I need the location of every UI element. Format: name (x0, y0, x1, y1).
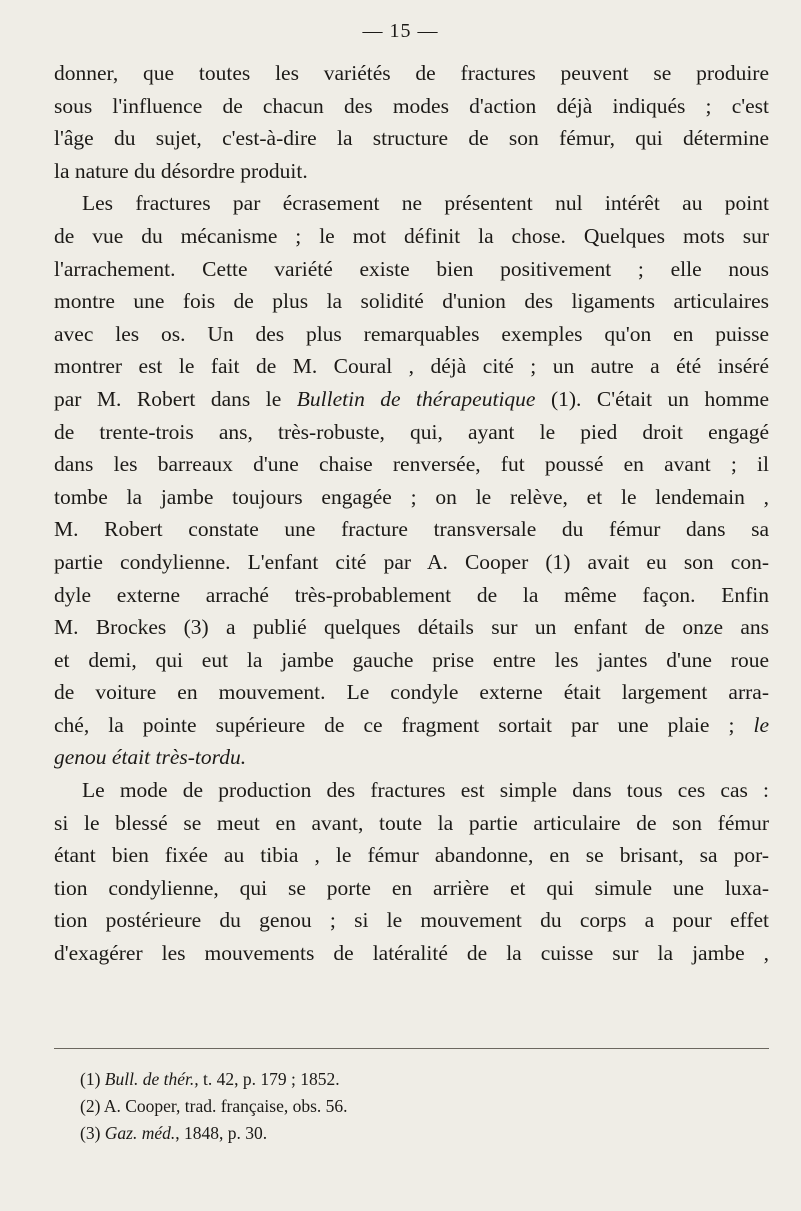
journal-title: Bull. de thér., (104, 1069, 199, 1089)
text-line: montrer est le fait de M. Coural , déjà cité ; un autre a été inséré (54, 354, 769, 379)
text-line: l'arrachement. Cette variété existe bien positivement ; elle nous (54, 256, 769, 281)
text-line: M. Robert constate une fracture transversale du fémur dans sa (54, 517, 769, 542)
page-number: — 15 — (362, 20, 439, 42)
footnote-2 (80, 1093, 760, 1120)
text-line: de vue du mécanisme ; le mot définit la chose. Quelques mots sur (54, 223, 769, 248)
footnote-divider (54, 1048, 769, 1049)
text-line: Les fractures par écrasement ne présentent nul intérêt au point (82, 191, 769, 216)
footnote-3 (80, 1120, 760, 1147)
text-line: et demi, qui eut la jambe gauche prise entre les jantes d'une roue (54, 647, 769, 672)
text-line: donner, que toutes les variétés de fractures peuvent se produire (54, 61, 769, 85)
text-line: avec les os. Un des plus remarquables exemples qu'on en puisse (54, 321, 769, 346)
text-line: sous l'influence de chacun des modes d'action déjà indiqués ; c'est (54, 93, 769, 118)
text-line: dyle externe arraché très-probablement de la même façon. Enfin (54, 582, 769, 607)
text-line: tombe la jambe toujours engagée ; on le relève, et le lendemain , (54, 484, 769, 509)
footnote-text: A. Cooper, trad. française, obs. 56. (100, 1096, 348, 1116)
text-line: partie condylienne. L'enfant cité par A. Cooper (1) avait eu son con- (54, 549, 769, 574)
text-line: de voiture en mouvement. Le condyle externe était largement arra- (54, 680, 769, 705)
text-line: étant bien fixée au tibia , le fémur abandonne, en se brisant, sa por- (54, 843, 769, 868)
text-segment: ché, la pointe supérieure de ce fragment sortait par une plaie ; (54, 712, 754, 737)
footnote-number: (2) (80, 1096, 101, 1116)
text-line: l'âge du sujet, c'est-à-dire la structure de son fémur, qui détermine (54, 126, 769, 151)
body-text (54, 57, 769, 970)
text-line: Le mode de production des fractures est simple dans tous ces cas : (82, 778, 769, 803)
text-line: si le blessé se meut en avant, toute la partie articulaire de son fémur (54, 810, 769, 835)
journal-title: Bulletin de thérapeutique (296, 386, 536, 411)
text-segment: (1). C'était un homme (535, 386, 770, 411)
text-line: M. Brockes (3) a publié quelques détails sur un enfant de onze ans (54, 615, 769, 640)
text-line: dans les barreaux d'une chaise renversée, fut poussé en avant ; il (54, 452, 769, 477)
text-line (54, 709, 769, 742)
footnotes (80, 1066, 760, 1147)
text-segment: par M. Robert dans le (54, 386, 297, 411)
text-line: de trente-trois ans, très-robuste, qui, ayant le pied droit engagé (54, 419, 769, 444)
text-line (54, 383, 769, 416)
footnote-number: (3) (80, 1123, 101, 1143)
journal-title: Gaz. méd. (104, 1123, 176, 1143)
footnote-text: , 1848, p. 30. (175, 1123, 268, 1143)
text-line: montre une fois de plus la solidité d'union des ligaments articulaires (54, 289, 769, 314)
text-line: la nature du désordre produit. (54, 158, 308, 183)
text-line: tion postérieure du genou ; si le mouvement du corps a pour effet (54, 908, 769, 933)
text-line: d'exagérer les mouvements de latéralité de la cuisse sur la jambe , (54, 941, 769, 966)
text-line: genou était très-tordu. (54, 745, 247, 770)
italic-segment: le (753, 712, 769, 737)
text-line: tion condylienne, qui se porte en arrière et qui simule une luxa- (54, 875, 769, 900)
footnote-number: (1) (80, 1069, 101, 1089)
footnote-text: t. 42, p. 179 ; 1852. (198, 1069, 340, 1089)
footnote-1 (80, 1066, 760, 1093)
